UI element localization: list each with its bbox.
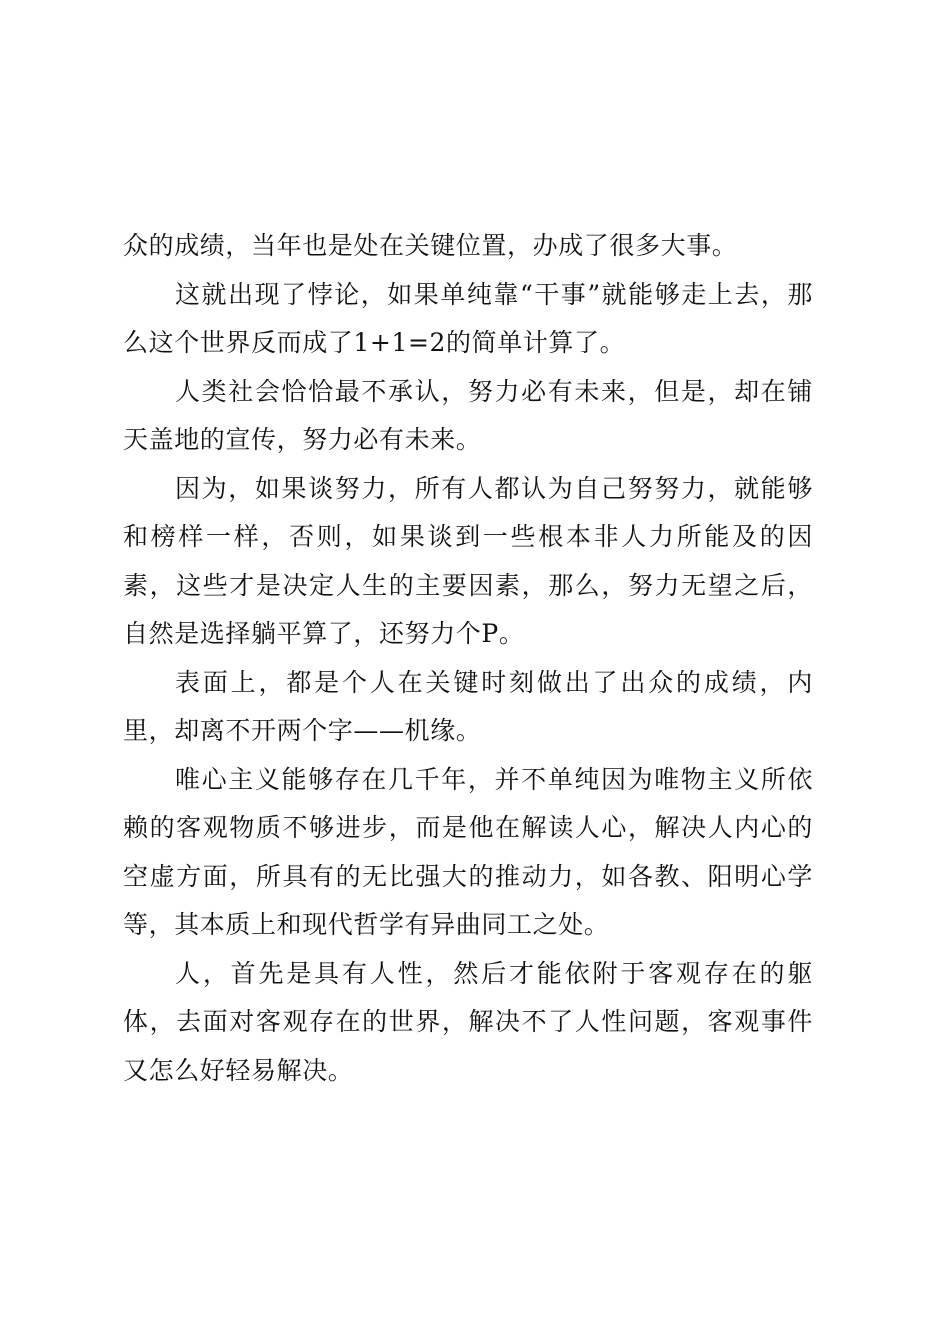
paragraph: 这就出现了悖论，如果单纯靠“干事”就能够走上去，那么这个世界反而成了1+1=2的简单计算了。 (123, 279, 813, 357)
paragraph: 唯心主义能够存在几千年，并不单纯因为唯物主义所依赖的客观物质不够进步，而是他在解读人心，解决人内心的空虚方面，所具有的无比强大的推动力，如各教、阳明心学等，其本质上和现代哲学有异曲同工之处。 (123, 764, 813, 939)
paragraph: 人，首先是具有人性，然后才能依附于客观存在的躯体，去面对客观存在的世界，解决不了人性问题，客观事件又怎么好轻易解决。 (123, 958, 813, 1085)
document-body (123, 222, 813, 1095)
paragraph: 表面上，都是个人在关键时刻做出了出众的成绩，内里，却离不开两个字——机缘。 (123, 667, 813, 745)
paragraph: 因为，如果谈努力，所有人都认为自己努努力，就能够和榜样一样，否则，如果谈到一些根本非人力所能及的因素，这些才是决定人生的主要因素，那么，努力无望之后，自然是选择躺平算了，还努力个P。 (123, 473, 813, 648)
paragraph: 人类社会恰恰最不承认，努力必有未来，但是，却在铺天盖地的宣传，努力必有未来。 (123, 376, 813, 454)
paragraph: 众的成绩，当年也是处在关键位置，办成了很多大事。 (123, 231, 738, 260)
